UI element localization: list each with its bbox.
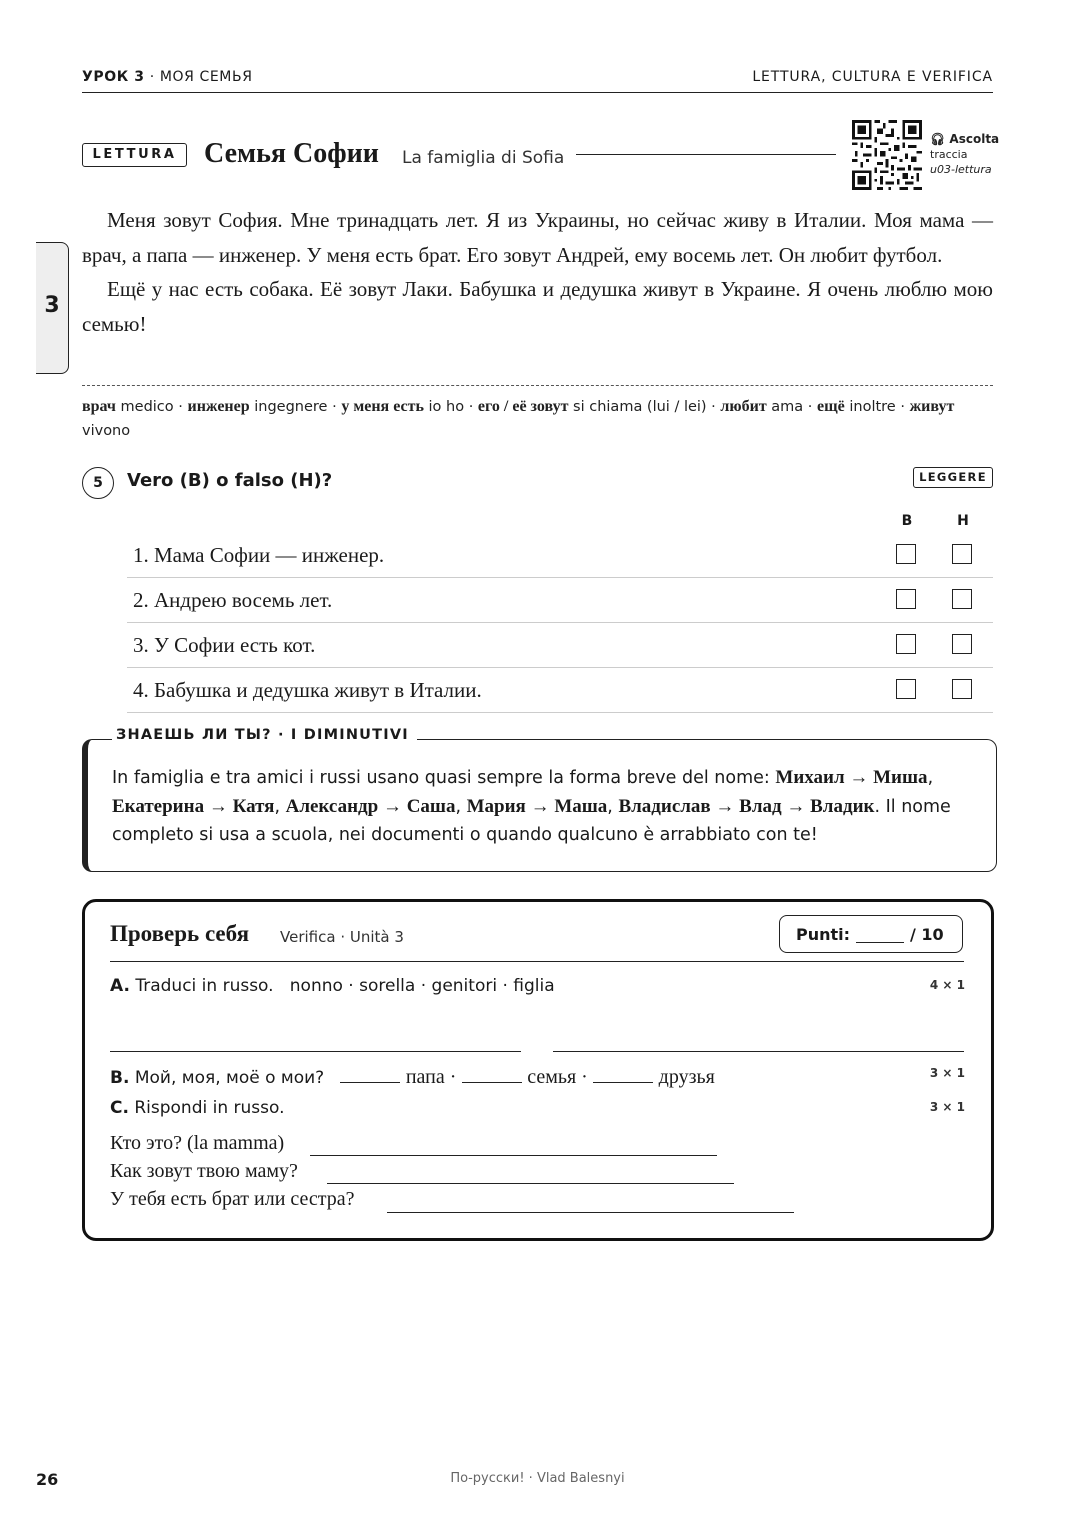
points-label: Punti: (796, 925, 851, 944)
answer-blank[interactable] (462, 1064, 522, 1083)
chapter-number: 3 (44, 293, 60, 318)
false-checkbox[interactable] (952, 544, 972, 564)
glossary-translation: io ho (428, 399, 465, 415)
true-checkbox[interactable] (896, 634, 916, 654)
glossary-translation: vivono (82, 423, 131, 439)
statement-text: 1. Мама Софии — инженер. (133, 543, 385, 567)
column-header-true: В (901, 513, 913, 529)
true-checkbox[interactable] (896, 679, 916, 699)
task-a: A. Traduci in russo. nonno · sorella · genitori · figlia (110, 976, 555, 996)
header-divider (82, 92, 993, 93)
reading-subtitle: La famiglia di Sofia (402, 148, 565, 168)
glossary-translation: inoltre (849, 399, 896, 415)
running-header-section: LETTURA, CULTURA E VERIFICA (752, 69, 993, 85)
answer-blank[interactable] (593, 1064, 653, 1083)
title-rule (576, 154, 836, 155)
true-checkbox[interactable] (896, 544, 916, 564)
audio-track: u03-lettura (930, 163, 992, 176)
statement-row (127, 623, 993, 668)
glossary-term: инженер (187, 398, 250, 415)
header-separator: · (149, 69, 155, 85)
glossary-term: у меня есть (341, 398, 424, 415)
task-b-score: 3 × 1 (929, 1066, 965, 1080)
task-a-score: 4 × 1 (929, 978, 965, 992)
self-check-title: Проверь себя (110, 921, 250, 946)
audio-track-label (930, 132, 999, 177)
glossary-translation: ama (771, 399, 804, 415)
name-pair: Михаил → Миша (775, 767, 928, 788)
glossary: врач medico · инженер ingegnere · у меня есть io ho · его / её зовут si chiama (lui / lei) · любит ama · ещё inoltre · живут vivono (82, 398, 955, 439)
qr-code-icon[interactable] (852, 120, 922, 190)
page-number: 26 (36, 1470, 59, 1489)
task-c-score: 3 × 1 (929, 1100, 965, 1114)
statement-text: 3. У Софии есть кот. (133, 633, 316, 657)
exercise-number: 5 (82, 467, 114, 499)
lettura-tag: LETTURA (82, 143, 187, 167)
footer-credit: По-русски! · Vlad Balesnyi (450, 1471, 625, 1486)
reading-paragraph: Ещё у нас есть собака. Её зовут Лаки. Бабушка и дедушка живут в Украине. Я очень люблю мою семью! (82, 277, 993, 336)
false-checkbox[interactable] (952, 589, 972, 609)
points-total: / 10 (910, 925, 944, 944)
statement-text: 4. Бабушка и дедушка живут в Италии. (133, 678, 482, 702)
points-blank[interactable] (856, 942, 904, 943)
name-pair: Владислав → Влад → Владик (618, 795, 875, 817)
self-check-subtitle: Verifica · Unità 3 (280, 928, 404, 946)
task-a-words: nonno · sorella · genitori · figlia (289, 976, 555, 996)
exercise-title: Vero (В) o falso (Н)? (127, 470, 333, 491)
skill-tag: LEGGERE (913, 467, 993, 488)
glossary-translation: ingegnere (254, 399, 328, 415)
answer-line[interactable] (327, 1183, 734, 1184)
answer-line[interactable] (553, 1051, 964, 1052)
info-intro: In famiglia e tra amici i russi usano quasi sempre la forma breve del nome: (112, 768, 770, 788)
question: У тебя есть брат или сестра? (110, 1188, 355, 1210)
statement-row (127, 668, 993, 713)
chapter-side-tab (36, 242, 69, 374)
audio-label: 🎧︎ Ascolta (930, 132, 1000, 146)
info-box-title: ЗНАЕШЬ ЛИ ТЫ? · I DIMINUTIVI (112, 727, 417, 743)
glossary-term: живут (909, 398, 955, 415)
true-checkbox[interactable] (896, 589, 916, 609)
glossary-term: врач (82, 398, 116, 415)
statement-text: 2. Андрею восемь лет. (133, 588, 333, 612)
name-pair: Екатерина → Катя (112, 795, 275, 817)
task-c: C. Rispondi in russo. (110, 1098, 285, 1118)
glossary-term: любит (720, 398, 767, 415)
lesson-number: УРОК 3 (82, 69, 145, 85)
reading-title: Семья Софии (204, 138, 379, 169)
info-outro: Il nome completo si usa a scuola, nei documenti o quando qualcuno è arrabbiato con te! (112, 796, 951, 845)
false-checkbox[interactable] (952, 634, 972, 654)
answer-line[interactable] (310, 1155, 717, 1156)
audio-line2: traccia (930, 148, 968, 161)
column-header-false: Н (957, 513, 969, 529)
question: Кто это? (la mamma) (110, 1132, 285, 1154)
statement-row (127, 578, 993, 623)
glossary-term: его / её зовут (477, 398, 569, 415)
name-pair: Александр → Саша (285, 795, 456, 817)
name-pair: Мария → Маша (466, 795, 608, 817)
question: Как зовут твою маму? (110, 1160, 298, 1182)
glossary-translation: medico (120, 399, 174, 415)
lesson-title: МОЯ СЕМЬЯ (159, 69, 253, 85)
self-check-divider (110, 961, 964, 962)
statement-row (127, 533, 993, 578)
info-box-text: In famiglia e tra amici i russi usano quasi sempre la forma breve del nome: Михаил → Миша, Екатерина → Катя, Александр → Саша, Мария → Маша, Владислав → Влад → Владик. Il nome completo si usa a scuola, nei documenti o quando qualcuno è arrabbiato con te! (112, 767, 951, 845)
answer-line[interactable] (387, 1212, 794, 1213)
glossary-translation: si chiama (lui / lei) (573, 399, 707, 415)
points-box (779, 915, 963, 953)
answer-line[interactable] (110, 1051, 521, 1052)
running-header-lesson (82, 69, 253, 85)
headphones-icon: 🎧︎ (930, 132, 946, 146)
reading-paragraph: Меня зовут София. Мне тринадцать лет. Я из Украины, но сейчас живу в Италии. Моя мама — врач, а папа — инженер. У меня есть брат. Его зовут Андрей, ему восемь лет. Он любит футбол. (82, 208, 993, 267)
answer-blank[interactable] (340, 1064, 400, 1083)
false-checkbox[interactable] (952, 679, 972, 699)
reading-text (82, 203, 993, 341)
task-b: B. Мой, моя, моё o мои? папа · семья · друзья (110, 1066, 715, 1088)
glossary-term: ещё (817, 398, 845, 415)
glossary-divider (82, 385, 993, 386)
